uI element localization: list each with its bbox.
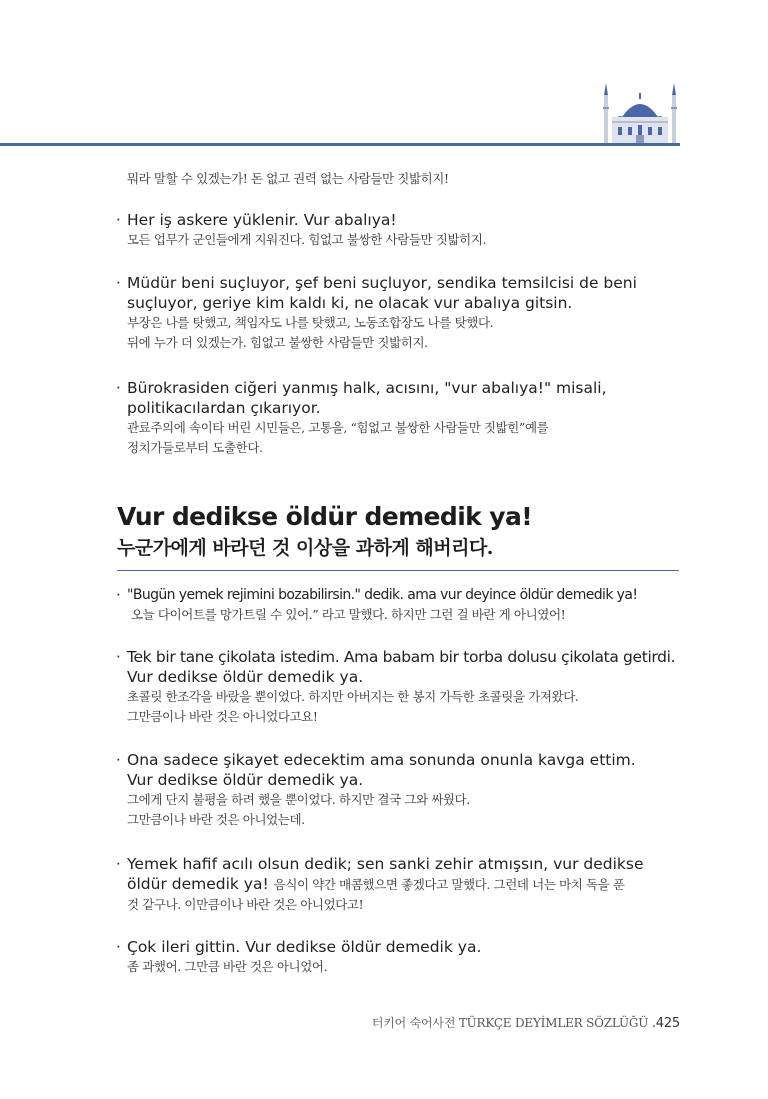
mosque-icon [598,77,682,145]
example-korean: 뒤에 누가 더 있겠는가. 힘없고 불쌍한 사람들만 짓밟히지. [127,335,428,350]
example-korean: 그만큼이나 바란 것은 아니었다고요! [127,709,318,724]
idiom-title-turkish: Vur dedikse öldür demedik ya! [117,502,533,531]
example-korean: 모든 업무가 군인들에게 지워진다. 힘없고 불쌍한 사람들만 짓밟히지. [127,232,487,247]
example-item: · Her iş askere yüklenir. Vur abalıya! 모든 업무가 군인들에게 지워진다. 힘없고 불쌍한 사람들만 짓밟히지. [117,210,687,250]
example-mixed-line [127,874,687,895]
section-divider [117,570,679,571]
example-item: · "Bugün yemek rejimini bozabilirsin." dedik. ama vur deyince öldür demedik ya! 오늘 다이어트를 망가트릴 수 있어.” 라고 말했다. 하지만 그런 걸 바란 게 아니였어! [117,585,687,625]
example-turkish: Yemek hafif acılı olsun dedik; sen sanki zehir atmışsın, vur dedikse [127,855,644,873]
example-turkish: Vur dedikse öldür demedik ya. [127,668,364,686]
page-number: .425 [651,1016,680,1031]
example-item: · Çok ileri gittin. Vur dedikse öldür demedik ya. 좀 과했어. 그만큼 바란 것은 아니었어. [117,937,687,977]
example-turkish: politikacılardan çıkarıyor. [127,399,321,417]
example-turkish: Ona sadece şikayet edecektim ama sonunda onunla kavga ettim. [127,751,636,769]
example-korean: 오늘 다이어트를 망가트릴 수 있어.” 라고 말했다. 하지만 그런 걸 바란 게 아니였어! [131,607,566,622]
example-korean: 초콜릿 한조각을 바랐을 뿐이었다. 하지만 아버지는 한 봉지 가득한 초콜릿을 가져왔다. [127,689,579,704]
example-korean: 좀 과했어. 그만큼 바란 것은 아니었어. [127,959,328,974]
example-turkish: Müdür beni suçluyor, şef beni suçluyor, sendika temsilcisi de beni [127,274,637,292]
example-turkish: suçluyor, geriye kim kaldı ki, ne olacak vur abalıya gitsin. [127,294,573,312]
idiom-title-korean: 누군가에게 바라던 것 이상을 과하게 해버리다. [117,537,493,559]
example-turkish: Vur dedikse öldür demedik ya. [127,771,364,789]
example-item: · Ona sadece şikayet edecektim ama sonunda onunla kavga ettim. Vur dedikse öldür demedik ya. 그에게 단지 불평을 하려 했을 뿐이었다. 하지만 결국 그와 싸웠다. 그만큼이나 바란 것은 아니었는데. [117,750,687,830]
footer-book-title: 터키어 숙어사전 TÜRKÇE DEYİMLER SÖZLÜĞÜ [371,1016,649,1030]
example-korean: 음식이 약간 매콤했으면 좋겠다고 말했다. 그런데 너는 마치 독을 푼 [273,877,625,892]
continued-translation: 뭐라 말할 수 있겠는가! 돈 없고 권력 없는 사람들만 짓밟히지! [127,171,449,186]
example-item: · Tek bir tane çikolata istedim. Ama babam bir torba dolusu çikolata getirdi. Vur dedikse öldür demedik ya. 초콜릿 한조각을 바랐을 뿐이었다. 하지만 아버지는 한 봉지 가득한 초콜릿을 가져왔다. 그만큼이나 바란 것은 아니었다고요! [117,647,687,727]
example-turkish: Bürokrasiden ciğeri yanmış halk, acısını, "vur abalıya!" misali, [127,379,607,397]
example-korean: 그만큼이나 바란 것은 아니었는데. [127,812,305,827]
header-rule [0,143,680,146]
example-korean: 부장은 나를 탓했고, 책임자도 나를 탓했고, 노동조합장도 나를 탓했다. [127,315,494,330]
example-turkish: öldür demedik ya! [127,875,269,893]
example-korean: 정치가들로부터 도출한다. [127,440,263,455]
example-turkish: "Bugün yemek rejimini bozabilirsin." dedik. ama vur deyince öldür demedik ya! [127,587,638,603]
page-footer [372,1014,680,1031]
example-turkish: Tek bir tane çikolata istedim. Ama babam bir torba dolusu çikolata getirdi. [127,648,676,666]
example-item: · Müdür beni suçluyor, şef beni suçluyor, sendika temsilcisi de beni suçluyor, geriye kim kaldı ki, ne olacak vur abalıya gitsin. 부장은 나를 탓했고, 책임자도 나를 탓했고, 노동조합장도 나를 탓했다. 뒤에 누가 더 있겠는가. 힘없고 불쌍한 사람들만 짓밟히지. [117,273,687,353]
example-turkish: Her iş askere yüklenir. Vur abalıya! [127,211,397,229]
example-item: · Yemek hafif acılı olsun dedik; sen sanki zehir atmışsın, vur dedikse öldür demedik ya! 음식이 약간 매콤했으면 좋겠다고 말했다. 그런데 너는 마치 독을 푼 것 같구나. 이만큼이나 바란 것은 아니었다고! [117,854,687,915]
example-korean: 그에게 단지 불평을 하려 했을 뿐이었다. 하지만 결국 그와 싸웠다. [127,792,470,807]
example-korean: 것 같구나. 이만큼이나 바란 것은 아니었다고! [127,897,364,912]
example-item: · Bürokrasiden ciğeri yanmış halk, acısını, "vur abalıya!" misali, politikacılardan çıkarıyor. 관료주의에 속이타 버린 시민들은, 고통을, “힘없고 불쌍한 사람들만 짓밟힌”예를 정치가들로부터 도출한다. [117,378,687,458]
example-turkish: Çok ileri gittin. Vur dedikse öldür demedik ya. [127,938,482,956]
example-korean: 관료주의에 속이타 버린 시민들은, 고통을, “힘없고 불쌍한 사람들만 짓밟힌”예를 [127,420,549,435]
